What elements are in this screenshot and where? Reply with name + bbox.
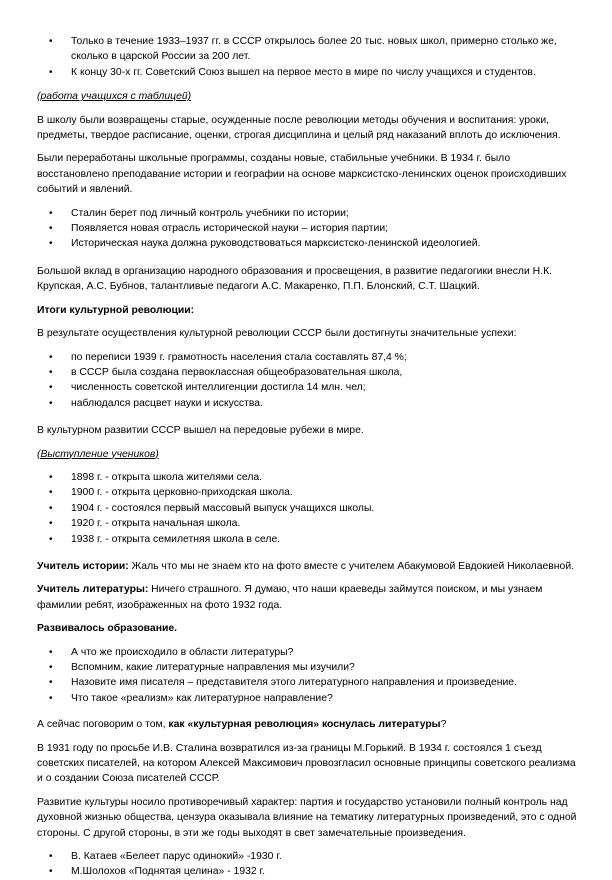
list-item: • Что такое «реализм» как литературное направление? — [37, 691, 582, 706]
paragraph-gorky: В 1931 году по просьбе И.В. Сталина возвратился из-за границы М.Горький. В 1934 г. состоялся 1 съезд советских писателей, на котором Алексей Максимович провозгласил основные принципы советского реализма и о создании Союза писателей СССР. — [37, 742, 576, 785]
document-page — [37, 34, 582, 880]
list-item: • М.Шолохов «Поднятая целина» - 1932 г. — [37, 864, 582, 879]
list-item: • А что же происходило в области литературы? — [37, 645, 582, 660]
list-item: • 1920 г. - открыта начальная школа. — [37, 516, 582, 531]
list-item: • Назовите имя писателя – представителя этого литературного направления и произведение. — [37, 675, 582, 690]
list-school-growth — [37, 34, 582, 80]
list-item: • 1938 г. - открыта семилетняя школа в селе. — [37, 532, 582, 547]
literature-teacher-remark: Учитель литературы: Ничего страшного. Я думаю, что наши краеведы займутся поиском, и мы узнаем фамилии ребят, изображенных на фото 1932 года. — [37, 584, 543, 611]
paragraph-pedagogues: Большой вклад в организацию народного образования и просвещения, в развитие педагогики внесли Н.К. Крупская, А.С. Бубнов, талантливые педагоги А.С. Макаренко, П.П. Блонский, С.Т. Шацкий. — [37, 265, 553, 293]
list-item: • по переписи 1939 г. грамотность населения стала составлять 87,4 %; — [37, 350, 582, 365]
list-item: • 1904 г. - состоялся первый массовый выпуск учащихся школы. — [37, 501, 582, 516]
list-item: • в СССР была создана первоклассная общеобразовательная школа, — [37, 365, 582, 380]
list-literature-questions — [37, 645, 582, 707]
paragraph-old-methods: В школу были возвращены старые, осужденные после революции методы обучения и воспитания: уроки, предметы, твердое расписание, оценки, строгая дисциплина и целый ряд наказаний вплоть до исключения. — [37, 114, 561, 142]
list-item: • Вспомним, какие литературные направления мы изучили? — [37, 660, 582, 675]
list-village-school-timeline — [37, 470, 582, 547]
list-results — [37, 350, 582, 412]
speaker-label: Учитель истории: — [37, 560, 129, 572]
speaker-label: Учитель литературы: — [37, 584, 149, 596]
list-item: • Историческая наука должна руководствоваться марксистско-ленинской идеологией. — [37, 236, 582, 251]
heading-results: Итоги культурной революции: — [37, 304, 195, 316]
heading-education: Развивалось образование. — [37, 623, 178, 635]
list-item: • Сталин берет под личный контроль учебники по истории; — [37, 206, 582, 221]
paragraph-programs: Были переработаны школьные программы, созданы новые, стабильные учебники. В 1934 г. было восстановлено преподавание истории и географии на основе марксистско-ленинских оценок происходивших событий и явлений. — [37, 153, 567, 196]
note-table-work: (работа учащихся с таблицей) — [37, 91, 192, 103]
note-student-talk: (Выступление учеников) — [37, 448, 159, 460]
list-item: • В. Катаев «Белеет парус одинокий» -1930 г. — [37, 849, 582, 864]
paragraph-results-intro: В результате осуществления культурной революции СССР были достигнуты значительные успехи: — [37, 328, 517, 340]
list-item: • 1898 г. - открыта школа жителями села. — [37, 470, 582, 485]
paragraph-frontier: В культурном развитии СССР вышел на передовые рубежи в мире. — [37, 425, 364, 437]
history-teacher-remark: Учитель истории: Жаль что мы не знаем кто на фото вместе с учителем Абакумовой Евдокией Николаевной. — [37, 560, 575, 572]
list-item: • 1900 г. - открыта церковно-приходская школа. — [37, 485, 582, 500]
list-item: • Только в течение 1933–1937 гг. в СССР открылось более 20 тыс. новых школ, примерно столько же, сколько в царской России за 200 лет. — [37, 34, 582, 65]
list-item: • К концу 30-х гг. Советский Союз вышел на первое место в мире по числу учащихся и студентов. — [37, 65, 582, 80]
list-item: • численность советской интеллигенции достигла 14 млн. чел; — [37, 380, 582, 395]
list-works — [37, 849, 582, 880]
paragraph-literature-intro: А сейчас поговорим о том, как «культурная революция» коснулась литературы? — [37, 719, 447, 731]
list-item: • Появляется новая отрасль исторической науки – история партии; — [37, 221, 582, 236]
list-history-science — [37, 206, 582, 252]
list-item: • наблюдался расцвет науки и искусства. — [37, 396, 582, 411]
paragraph-contradictions: Развитие культуры носило противоречивый характер: партия и государство установили полный контроль над духовной жизнью общества, цензура оказывала влияние на тематику литературных произведений, это с одной стороны. С другой стороны, в эти же годы выходят в свет замечательные произведения. — [37, 796, 577, 839]
